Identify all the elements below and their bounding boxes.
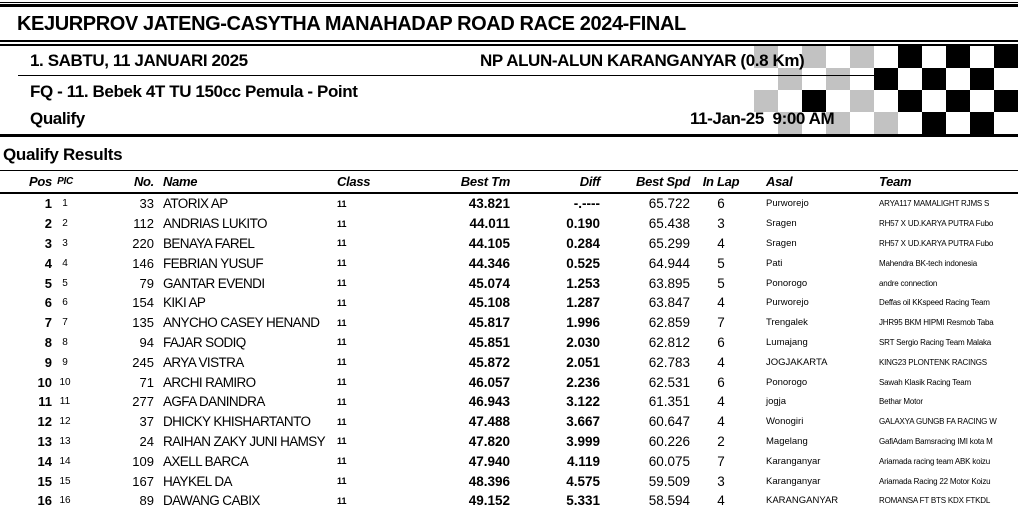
cell-best-tm: 45.851: [468, 334, 510, 350]
cell-best-spd: 65.722: [648, 196, 690, 212]
cell-best-spd: 62.531: [648, 374, 690, 390]
cell-diff: 2.236: [566, 374, 600, 390]
cell-pos: 12: [37, 414, 52, 430]
cell-diff: 2.030: [566, 334, 600, 350]
cell-no: 112: [133, 216, 154, 232]
report-title: KEJURPROV JATENG-CASYTHA MANAHADAP ROAD RACE 2024-FINAL: [17, 13, 686, 35]
cell-name: HAYKEL DA: [163, 473, 232, 489]
cell-class: 11: [337, 357, 347, 368]
cell-best-spd: 62.859: [648, 315, 690, 331]
cell-diff: 3.999: [566, 433, 600, 449]
cell-team: SRT Sergio Racing Team Malaka: [879, 337, 992, 347]
cell-asal: Purworejo: [766, 297, 809, 309]
cell-asal: Wonogiri: [766, 416, 804, 428]
cell-diff: 4.575: [566, 473, 600, 489]
cell-in-lap: 7: [717, 315, 725, 331]
cell-diff: 2.051: [566, 354, 600, 370]
cell-pic: 11: [59, 396, 71, 408]
cell-best-tm: 47.940: [468, 453, 510, 469]
cell-in-lap: 6: [717, 196, 725, 212]
result-row: [0, 352, 1018, 372]
cell-team: RH57 X UD.KARYA PUTRA Fubo: [879, 238, 994, 248]
cell-team: Bethar Motor: [879, 397, 923, 407]
cell-asal: Purworejo: [766, 198, 809, 210]
cell-team: ROMANSA FT BTS KDX FTKDL: [879, 496, 991, 506]
cell-in-lap: 4: [717, 354, 725, 370]
cell-best-spd: 60.226: [648, 433, 690, 449]
cell-team: ARYA117 MAMALIGHT RJMS S: [879, 199, 990, 209]
cell-name: DHICKY KHISHARTANTO: [163, 414, 311, 430]
cell-asal: Ponorogo: [766, 376, 808, 388]
cell-team: Ariamada racing team ABK koizu: [879, 456, 990, 466]
cell-pos: 4: [44, 255, 52, 271]
cell-class: 11: [337, 337, 347, 348]
race-class: FQ - 11. Bebek 4T TU 150cc Pemula - Point: [30, 82, 358, 101]
cell-best-spd: 59.509: [648, 473, 690, 489]
cell-class: 11: [337, 198, 347, 209]
cell-in-lap: 4: [717, 295, 725, 311]
cell-pos: 6: [44, 295, 52, 311]
header-body: [0, 46, 1018, 134]
cell-asal: JOGJAKARTA: [766, 356, 828, 368]
cell-best-spd: 65.299: [648, 235, 690, 251]
cell-name: ANYCHO CASEY HENAND: [163, 315, 320, 331]
cell-pic: 15: [59, 475, 71, 487]
cell-name: RAIHAN ZAKY JUNI HAMSY: [163, 433, 326, 449]
cell-best-tm: 43.821: [468, 196, 510, 212]
cell-no: 71: [139, 374, 154, 390]
cell-class: 11: [337, 495, 347, 506]
cell-in-lap: 3: [717, 216, 725, 232]
result-row: [0, 234, 1018, 254]
cell-no: 277: [132, 394, 154, 410]
cell-no: 37: [139, 414, 154, 430]
cell-diff: -.----: [573, 196, 600, 212]
cell-best-tm: 48.396: [468, 473, 510, 489]
cell-in-lap: 2: [717, 433, 725, 449]
cell-best-spd: 62.812: [648, 334, 690, 350]
cell-pos: 1: [44, 196, 52, 212]
cell-no: 79: [139, 275, 154, 291]
cell-pic: 10: [59, 376, 71, 388]
cell-in-lap: 4: [717, 394, 725, 410]
cell-name: GANTAR EVENDI: [163, 275, 265, 291]
cell-asal: Karanganyar: [766, 475, 821, 487]
cell-asal: Ponorogo: [766, 277, 808, 289]
cell-in-lap: 6: [717, 374, 725, 390]
cell-class: 11: [337, 436, 347, 447]
cell-in-lap: 5: [717, 255, 725, 271]
cell-diff: 5.331: [566, 493, 600, 509]
cell-best-spd: 63.895: [648, 275, 690, 291]
cell-name: ARYA VISTRA: [163, 354, 244, 370]
cell-team: KING23 PLONTENK RACINGS: [879, 357, 987, 367]
cell-pos: 14: [37, 453, 52, 469]
session-line: [0, 107, 1018, 131]
cell-in-lap: 5: [717, 275, 725, 291]
session-name: Qualify: [30, 109, 85, 128]
cell-class: 11: [337, 297, 347, 308]
cell-no: 154: [132, 295, 154, 311]
cell-name: AGFA DANINDRA: [163, 394, 265, 410]
cell-pos: 10: [37, 374, 52, 390]
col-header-team: Team: [879, 174, 912, 189]
result-row: [0, 333, 1018, 353]
cell-asal: Magelang: [766, 435, 808, 447]
result-row: [0, 491, 1018, 511]
col-header-pic: PIC: [57, 176, 73, 187]
cell-team: Deffas oil KKspeed Racing Team: [879, 298, 990, 308]
cell-best-tm: 44.105: [468, 235, 510, 251]
cell-name: FAJAR SODIQ: [163, 334, 246, 350]
cell-best-tm: 44.346: [468, 255, 510, 271]
cell-best-spd: 63.847: [648, 295, 690, 311]
header-bottom-rule: [0, 134, 1018, 137]
cell-pic: 14: [59, 455, 71, 467]
cell-pic: 4: [62, 257, 68, 269]
cell-no: 135: [132, 315, 154, 331]
cell-in-lap: 3: [717, 473, 725, 489]
cell-pos: 13: [37, 433, 52, 449]
cell-pic: 7: [62, 317, 68, 329]
cell-in-lap: 4: [717, 235, 725, 251]
cell-best-tm: 47.488: [468, 414, 510, 430]
cell-pic: 1: [62, 198, 68, 210]
cell-best-tm: 45.074: [468, 275, 510, 291]
cell-in-lap: 7: [717, 453, 725, 469]
cell-no: 94: [139, 334, 154, 350]
section-title: Qualify Results: [3, 145, 123, 164]
cell-team: andre connection: [879, 278, 938, 288]
col-header-best-spd: Best Spd: [636, 174, 690, 189]
result-row: [0, 194, 1018, 214]
class-line: [0, 76, 1018, 107]
cell-best-tm: 45.872: [468, 354, 510, 370]
cell-pos: 15: [37, 473, 52, 489]
cell-asal: jogja: [766, 396, 787, 408]
col-header-class: Class: [337, 174, 371, 189]
cell-asal: Sragen: [766, 237, 797, 249]
cell-team: RH57 X UD.KARYA PUTRA Fubo: [879, 219, 994, 229]
cell-best-tm: 46.057: [468, 374, 510, 390]
cell-class: 11: [337, 317, 347, 328]
result-row: [0, 471, 1018, 491]
cell-pic: 12: [59, 416, 71, 428]
cell-best-tm: 45.108: [468, 295, 510, 311]
cell-diff: 0.190: [566, 216, 600, 232]
cell-diff: 1.287: [566, 295, 600, 311]
cell-pic: 9: [62, 356, 68, 368]
cell-class: 11: [337, 258, 347, 269]
col-header-no: No.: [133, 174, 154, 189]
cell-best-spd: 61.351: [648, 394, 690, 410]
results-rows: [0, 194, 1018, 511]
cell-name: ANDRIAS LUKITO: [163, 216, 267, 232]
cell-team: JHR95 BKM HIPMI Resmob Taba: [879, 318, 994, 328]
col-header-pos: Pos: [29, 174, 52, 189]
cell-no: 146: [132, 255, 154, 271]
result-row: [0, 313, 1018, 333]
cell-no: 220: [132, 235, 154, 251]
cell-pos: 9: [44, 354, 52, 370]
report-header: [0, 0, 1018, 137]
cell-in-lap: 6: [717, 334, 725, 350]
cell-diff: 1.996: [566, 315, 600, 331]
cell-team: Ariamada Racing 22 Motor Koizu: [879, 476, 991, 486]
cell-pic: 2: [62, 218, 68, 230]
event-venue: NP ALUN-ALUN KARANGANYAR (0.8 Km): [480, 51, 805, 70]
result-row: [0, 372, 1018, 392]
cell-pos: 5: [44, 275, 52, 291]
cell-class: 11: [337, 238, 347, 249]
cell-in-lap: 4: [717, 414, 725, 430]
cell-diff: 3.667: [566, 414, 600, 430]
result-row: [0, 253, 1018, 273]
cell-pic: 16: [59, 495, 71, 507]
cell-class: 11: [337, 476, 347, 487]
event-line: [0, 46, 1018, 75]
cell-class: 11: [337, 456, 347, 467]
cell-pos: 16: [37, 493, 52, 509]
cell-class: 11: [337, 377, 347, 388]
col-header-asal: Asal: [766, 174, 793, 189]
cell-class: 11: [337, 396, 347, 407]
cell-asal: Karanganyar: [766, 455, 821, 467]
cell-asal: Trengalek: [766, 317, 808, 329]
cell-best-spd: 65.438: [648, 216, 690, 232]
result-row: [0, 214, 1018, 234]
result-row: [0, 293, 1018, 313]
cell-team: Sawah Klasik Racing Team: [879, 377, 971, 387]
cell-asal: Pati: [766, 257, 783, 269]
cell-name: ATORIX AP: [163, 196, 228, 212]
cell-in-lap: 4: [717, 493, 725, 509]
cell-name: BENAYA FAREL: [163, 235, 255, 251]
cell-best-tm: 47.820: [468, 433, 510, 449]
cell-name: DAWANG CABIX: [163, 493, 260, 509]
cell-best-tm: 46.943: [468, 394, 510, 410]
cell-diff: 0.284: [566, 235, 600, 251]
cell-diff: 4.119: [566, 453, 600, 469]
cell-pos: 2: [44, 216, 52, 232]
cell-pic: 13: [59, 435, 71, 447]
cell-no: 89: [139, 493, 154, 509]
cell-team: GALAXYA GUNGB FA RACING W: [879, 417, 997, 427]
cell-no: 33: [139, 196, 154, 212]
session-datetime: 11-Jan-25 9:00 AM: [690, 109, 835, 128]
cell-pos: 3: [44, 235, 52, 251]
cell-class: 11: [337, 278, 347, 289]
cell-name: KIKI AP: [163, 295, 206, 311]
cell-pic: 5: [62, 277, 68, 289]
event-date: 1. SABTU, 11 JANUARI 2025: [30, 51, 248, 70]
cell-best-spd: 62.783: [648, 354, 690, 370]
col-header-in-lap: In Lap: [702, 174, 740, 189]
cell-asal: KARANGANYAR: [766, 495, 839, 507]
result-row: [0, 432, 1018, 452]
col-header-diff: Diff: [579, 174, 600, 189]
cell-name: AXELL BARCA: [163, 453, 249, 469]
cell-diff: 3.122: [566, 394, 600, 410]
cell-pic: 6: [62, 297, 68, 309]
result-row: [0, 412, 1018, 432]
cell-asal: Lumajang: [766, 336, 808, 348]
cell-no: 167: [132, 473, 154, 489]
cell-name: ARCHI RAMIRO: [163, 374, 256, 390]
result-row: [0, 273, 1018, 293]
cell-diff: 0.525: [566, 255, 600, 271]
cell-diff: 1.253: [566, 275, 600, 291]
cell-best-spd: 60.075: [648, 453, 690, 469]
cell-best-tm: 49.152: [468, 493, 510, 509]
cell-no: 245: [132, 354, 154, 370]
cell-pos: 11: [38, 394, 52, 410]
cell-no: 24: [139, 433, 154, 449]
cell-pic: 8: [62, 336, 68, 348]
cell-best-spd: 64.944: [648, 255, 690, 271]
cell-name: FEBRIAN YUSUF: [163, 255, 263, 271]
cell-pos: 7: [44, 315, 52, 331]
cell-class: 11: [337, 416, 347, 427]
result-row: [0, 392, 1018, 412]
results-table: [0, 170, 1018, 511]
cell-best-tm: 44.011: [469, 216, 510, 232]
cell-pic: 3: [62, 237, 68, 249]
cell-team: Mahendra BK-tech indonesia: [879, 258, 977, 268]
cell-no: 109: [132, 453, 154, 469]
col-header-best-tm: Best Tm: [460, 174, 510, 189]
results-header-row: [0, 170, 1018, 194]
cell-best-spd: 60.647: [648, 414, 690, 430]
cell-team: GafiAdam Bamsracing IMI kota M: [879, 436, 993, 446]
col-header-name: Name: [163, 174, 198, 189]
cell-best-spd: 58.594: [648, 493, 690, 509]
result-row: [0, 451, 1018, 471]
cell-best-tm: 45.817: [468, 315, 510, 331]
cell-pos: 8: [44, 334, 52, 350]
cell-asal: Sragen: [766, 218, 797, 230]
cell-class: 11: [337, 218, 347, 229]
